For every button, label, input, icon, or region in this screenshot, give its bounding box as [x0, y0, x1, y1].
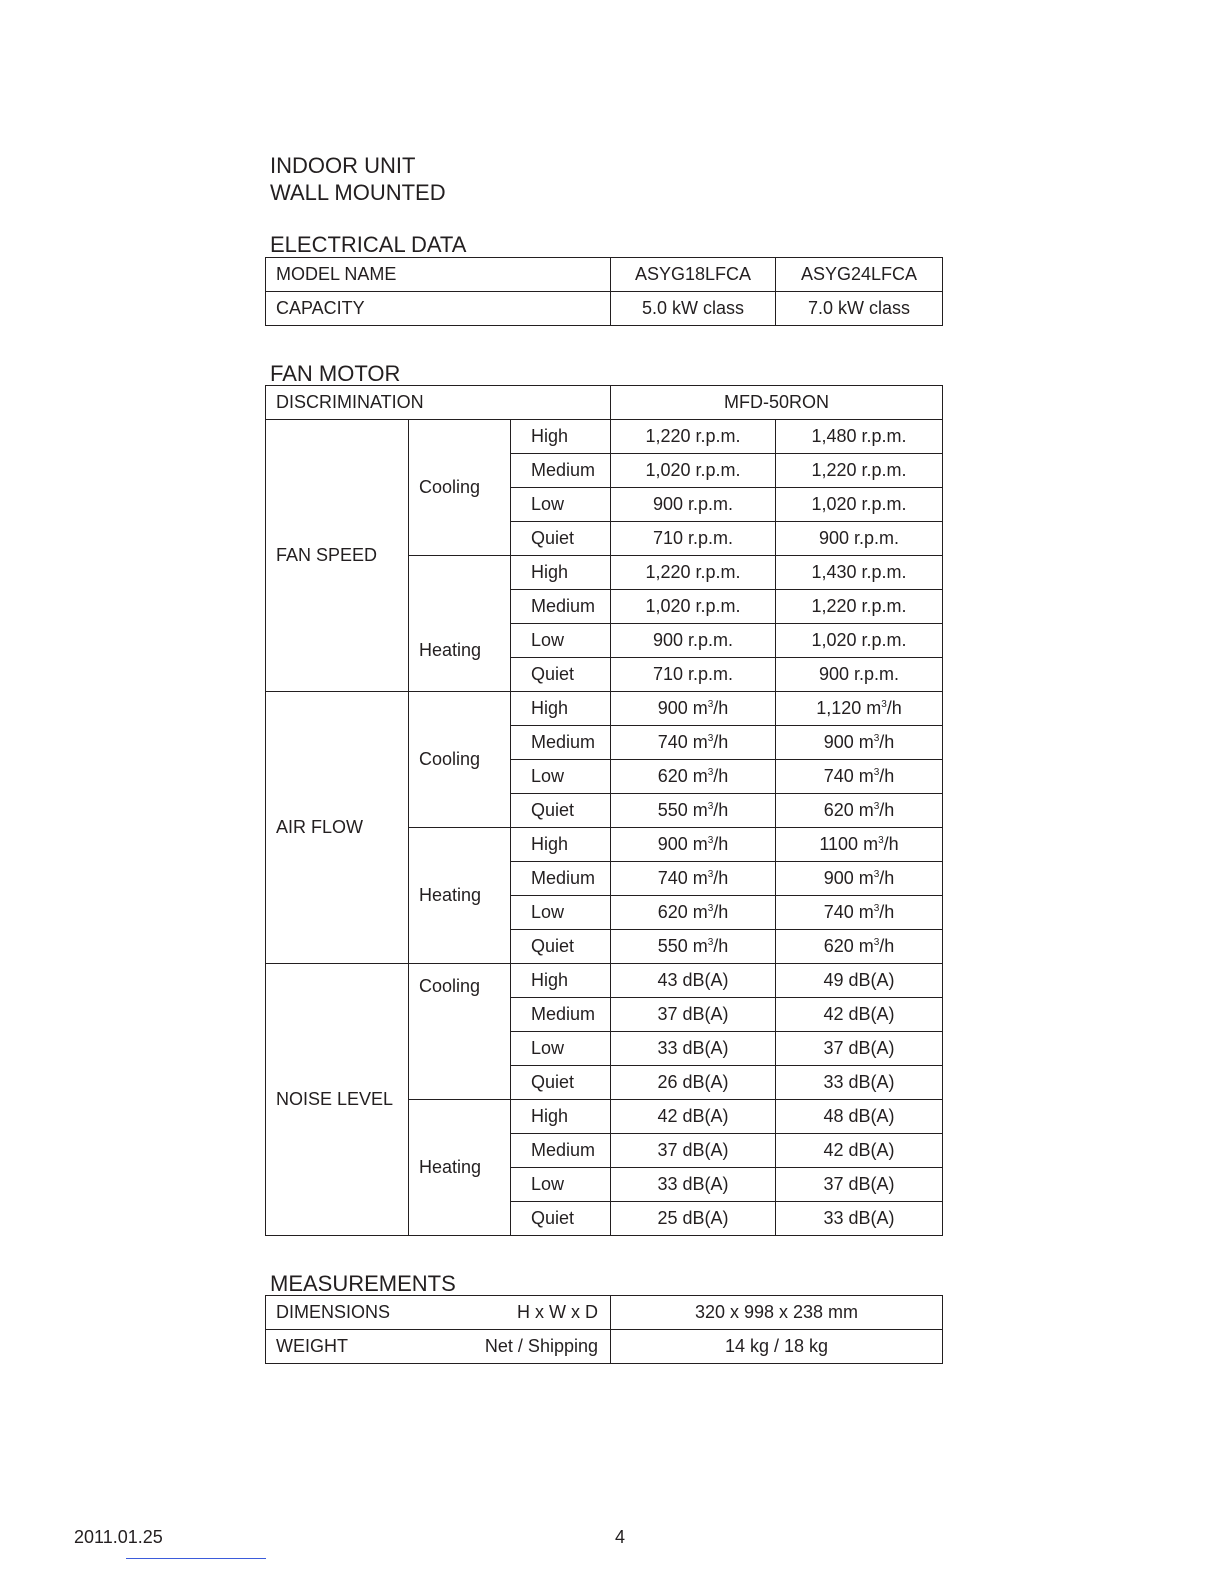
value-cell: [776, 896, 943, 930]
speed-label: Quiet: [511, 930, 611, 964]
value-text: 620: [823, 936, 854, 956]
speed-label: High: [511, 1100, 611, 1134]
value-text: 37 dB(A): [823, 1038, 895, 1058]
value-cell: [611, 454, 776, 488]
value-cell: [776, 590, 943, 624]
mode-label: Heating: [409, 1100, 511, 1236]
value-cell: [776, 1168, 943, 1202]
dimensions-label-cell: [266, 1296, 611, 1330]
fan-motor-heading: FAN MOTOR: [270, 361, 401, 386]
value-cell: [611, 556, 776, 590]
value-text: 1,120: [816, 698, 862, 718]
value-cell: [776, 1134, 943, 1168]
dimensions-sub: H x W x D: [517, 1302, 598, 1322]
electrical-data-table: [265, 257, 943, 326]
value-cell: [611, 590, 776, 624]
mode-label: Heating: [409, 556, 511, 692]
speed-label: Quiet: [511, 522, 611, 556]
unit-text: $m^3/h$: [853, 868, 895, 888]
value-text: 1,220 r.p.m.: [645, 562, 741, 582]
value-cell: [776, 692, 943, 726]
unit-text: $m^3/h$: [687, 698, 729, 718]
value-cell: [776, 658, 943, 692]
value-cell: [611, 794, 776, 828]
mode-label: Cooling: [409, 692, 511, 828]
value-text: 1,220 r.p.m.: [811, 596, 907, 616]
value-cell: [776, 624, 943, 658]
value-text: 900 r.p.m.: [652, 494, 734, 514]
value-text: 900 r.p.m.: [652, 630, 734, 650]
value-text: 37 dB(A): [657, 1004, 729, 1024]
value-cell: [611, 862, 776, 896]
weight-label: WEIGHT: [276, 1336, 348, 1356]
speed-label: High: [511, 556, 611, 590]
value-text: 710 r.p.m.: [652, 664, 734, 684]
speed-label: Low: [511, 624, 611, 658]
weight-sub: Net / Shipping: [484, 1336, 598, 1356]
unit-text: $m^3/h$: [858, 834, 899, 854]
model-1: ASYG18LFCA: [611, 258, 776, 292]
value-cell: [611, 760, 776, 794]
unit-text: $m^3/h$: [687, 936, 729, 956]
unit-text: $m^3/h$: [687, 902, 729, 922]
model-name-row: [266, 258, 943, 292]
value-cell: [611, 1202, 776, 1236]
value-text: 900: [657, 834, 688, 854]
value-text: 26 dB(A): [657, 1072, 729, 1092]
model-2: ASYG24LFCA: [776, 258, 943, 292]
unit-text: $m^3/h$: [687, 732, 729, 752]
value-cell: [776, 1100, 943, 1134]
value-text: 33 dB(A): [657, 1038, 729, 1058]
unit-text: $m^3/h$: [687, 766, 729, 786]
value-text: 1,220 r.p.m.: [645, 426, 741, 446]
value-text: 900: [657, 698, 688, 718]
weight-row: [266, 1330, 943, 1364]
value-cell: [776, 522, 943, 556]
title-indoor-unit: INDOOR UNIT: [270, 153, 416, 178]
speed-label: Low: [511, 896, 611, 930]
value-cell: [776, 862, 943, 896]
footer-date: 2011.01.25: [74, 1527, 163, 1547]
speed-label: Medium: [511, 590, 611, 624]
capacity-row: [266, 292, 943, 326]
value-text: 1,020 r.p.m.: [811, 630, 907, 650]
speed-label: Medium: [511, 454, 611, 488]
value-text: 620: [657, 902, 688, 922]
mode-label: Cooling: [409, 964, 511, 1100]
value-text: 550: [657, 936, 688, 956]
value-cell: [611, 1100, 776, 1134]
value-text: 740: [657, 868, 688, 888]
value-text: 25 dB(A): [657, 1208, 729, 1228]
fan-motor-table: [265, 385, 943, 1236]
value-cell: [611, 930, 776, 964]
speed-label: High: [511, 828, 611, 862]
speed-label: Medium: [511, 862, 611, 896]
value-cell: [611, 692, 776, 726]
discrimination-row: [266, 386, 943, 420]
measurements-heading: MEASUREMENTS: [270, 1271, 456, 1296]
value-cell: [776, 1066, 943, 1100]
value-text: 1,480 r.p.m.: [811, 426, 907, 446]
speed-label: Quiet: [511, 1202, 611, 1236]
value-cell: [611, 1134, 776, 1168]
unit-text: $m^3/h$: [853, 800, 895, 820]
value-cell: [611, 624, 776, 658]
capacity-label: CAPACITY: [266, 292, 611, 326]
value-cell: [611, 1168, 776, 1202]
value-text: 740: [657, 732, 688, 752]
value-text: 900: [823, 868, 854, 888]
table-row: [266, 420, 943, 454]
group-label: FAN SPEED: [266, 420, 409, 692]
speed-label: High: [511, 692, 611, 726]
unit-text: $m^3/h$: [861, 698, 902, 718]
value-text: 710 r.p.m.: [652, 528, 734, 548]
value-cell: [776, 556, 943, 590]
speed-label: High: [511, 964, 611, 998]
value-text: 49 dB(A): [823, 970, 895, 990]
value-cell: [776, 828, 943, 862]
value-text: 900: [823, 732, 854, 752]
speed-label: High: [511, 420, 611, 454]
group-label: NOISE LEVEL: [266, 964, 409, 1236]
value-cell: [611, 488, 776, 522]
unit-text: $m^3/h$: [687, 868, 729, 888]
speed-label: Low: [511, 1168, 611, 1202]
unit-text: $m^3/h$: [853, 766, 895, 786]
value-cell: [611, 896, 776, 930]
speed-label: Low: [511, 760, 611, 794]
speed-label: Medium: [511, 1134, 611, 1168]
value-cell: [776, 454, 943, 488]
value-cell: [611, 658, 776, 692]
group-label: AIR FLOW: [266, 692, 409, 964]
value-text: 740: [823, 902, 854, 922]
value-text: 42 dB(A): [823, 1004, 895, 1024]
value-cell: [611, 726, 776, 760]
value-cell: [776, 1032, 943, 1066]
mode-label: Cooling: [409, 420, 511, 556]
value-text: 1,020 r.p.m.: [811, 494, 907, 514]
value-text: 42 dB(A): [657, 1106, 729, 1126]
value-text: 620: [823, 800, 854, 820]
value-cell: [776, 998, 943, 1032]
electrical-data-heading: ELECTRICAL DATA: [270, 232, 467, 257]
value-cell: [611, 1066, 776, 1100]
value-cell: [611, 522, 776, 556]
model-name-label: MODEL NAME: [266, 258, 611, 292]
value-cell: [776, 794, 943, 828]
value-cell: [776, 726, 943, 760]
speed-label: Low: [511, 1032, 611, 1066]
speed-label: Medium: [511, 998, 611, 1032]
value-cell: [776, 420, 943, 454]
unit-text: $m^3/h$: [853, 936, 895, 956]
value-cell: [611, 1032, 776, 1066]
discrimination-value: MFD-50RON: [611, 386, 943, 420]
value-text: 48 dB(A): [823, 1106, 895, 1126]
page-number: 4: [615, 1527, 626, 1547]
value-text: 1100: [819, 834, 859, 854]
value-text: 550: [657, 800, 688, 820]
value-text: 620: [657, 766, 688, 786]
value-text: 1,020 r.p.m.: [645, 596, 741, 616]
table-row: [266, 964, 943, 998]
value-text: 33 dB(A): [823, 1072, 895, 1092]
value-text: 1,220 r.p.m.: [811, 460, 907, 480]
value-cell: [776, 488, 943, 522]
table-row: [266, 692, 943, 726]
value-text: 900 r.p.m.: [818, 528, 900, 548]
value-text: 37 dB(A): [657, 1140, 729, 1160]
unit-text: $m^3/h$: [687, 800, 729, 820]
value-cell: [776, 1202, 943, 1236]
value-text: 43 dB(A): [657, 970, 729, 990]
footer-rule: [126, 1558, 266, 1559]
speed-label: Medium: [511, 726, 611, 760]
value-cell: [776, 930, 943, 964]
speed-label: Quiet: [511, 658, 611, 692]
speed-label: Quiet: [511, 794, 611, 828]
capacity-2: 7.0 kW class: [776, 292, 943, 326]
dimensions-label: DIMENSIONS: [276, 1302, 391, 1322]
value-text: 37 dB(A): [823, 1174, 895, 1194]
value-text: 33 dB(A): [823, 1208, 895, 1228]
value-text: 33 dB(A): [657, 1174, 729, 1194]
measurements-table: [265, 1295, 943, 1364]
weight-label-cell: [266, 1330, 611, 1364]
speed-label: Low: [511, 488, 611, 522]
value-text: 740: [823, 766, 854, 786]
title-wall-mounted: WALL MOUNTED: [270, 180, 446, 205]
value-cell: [611, 998, 776, 1032]
unit-text: $m^3/h$: [853, 902, 895, 922]
dimensions-value: 320 x 998 x 238 mm: [611, 1296, 943, 1330]
value-cell: [611, 828, 776, 862]
value-cell: [611, 964, 776, 998]
weight-value: 14 kg / 18 kg: [611, 1330, 943, 1364]
value-cell: [776, 964, 943, 998]
dimensions-row: [266, 1296, 943, 1330]
speed-label: Quiet: [511, 1066, 611, 1100]
value-text: 900 r.p.m.: [818, 664, 900, 684]
unit-text: $m^3/h$: [687, 834, 729, 854]
discrimination-label: DISCRIMINATION: [266, 386, 611, 420]
unit-text: $m^3/h$: [853, 732, 895, 752]
value-cell: [611, 420, 776, 454]
value-text: 1,430 r.p.m.: [811, 562, 907, 582]
value-text: 1,020 r.p.m.: [645, 460, 741, 480]
value-text: 42 dB(A): [823, 1140, 895, 1160]
value-cell: [776, 760, 943, 794]
capacity-1: 5.0 kW class: [611, 292, 776, 326]
mode-label: Heating: [409, 828, 511, 964]
